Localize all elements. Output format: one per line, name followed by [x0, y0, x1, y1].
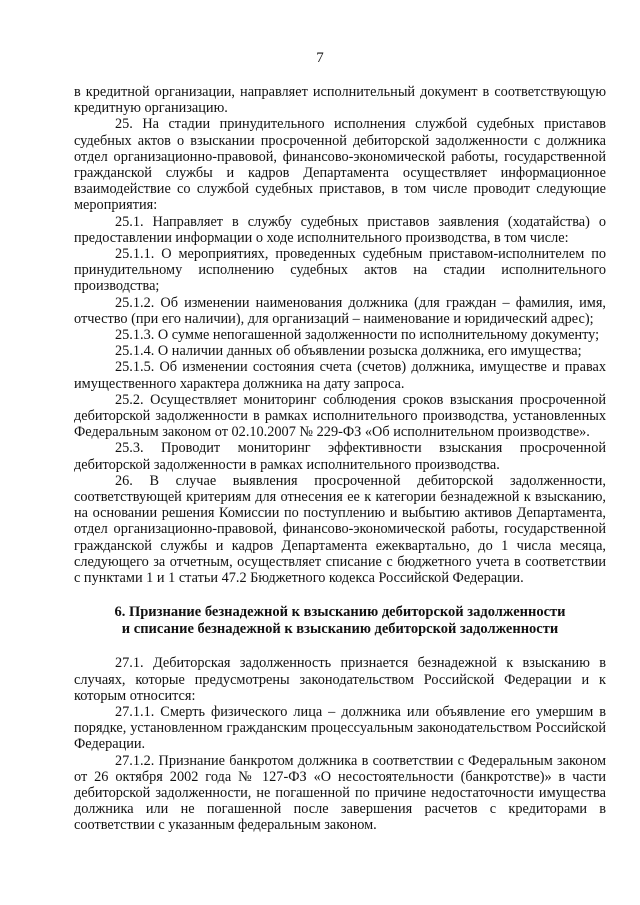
paragraph-25-2: 25.2. Осуществляет мониторинг соблюдения сроков взыскания просроченной дебиторской задолженности в рамках исполнительного производства, установленных Федеральным законом от 02.10.2007 № 229-ФЗ «Об исполнительном производстве».	[74, 391, 606, 441]
paragraph-25-1: 25.1. Направляет в службу судебных приставов заявления (ходатайства) о предоставлении информации о ходе исполнительного производства, в том числе:	[74, 213, 606, 246]
document-body	[74, 84, 606, 834]
paragraph-27-1-2: 27.1.2. Признание банкротом должника в соответствии с Федеральным законом от 26 октября 2002 года № 127-ФЗ «О несостоятельности (банкротстве)» в части дебиторской задолженности, не погашенной по причине недостаточности имущества должника или не погашенной после завершения расчетов с кредиторами в соответствии с указанным федеральным законом.	[74, 752, 606, 834]
paragraph-25-3: 25.3. Проводит мониторинг эффективности взыскания просроченной дебиторской задолженности в рамках исполнительного производства.	[74, 440, 606, 473]
paragraph-25-1-2: 25.1.2. Об изменении наименования должника (для граждан – фамилия, имя, отчество (при его наличии), для организаций – наименование и юридический адрес);	[74, 294, 606, 327]
paragraph-25: 25. На стадии принудительного исполнения службой судебных приставов судебных актов о взыскании просроченной дебиторской задолженности с должника отдел организационно-правовой, финансово-экономической работы, государственной гражданской службы и кадров Департамента осуществляет информационное взаимодействие со службой судебных приставов, в том числе проводит следующие мероприятия:	[74, 116, 606, 214]
paragraph-25-1-5: 25.1.5. Об изменении состояния счета (счетов) должника, имуществе и правах имущественного характера должника на дату запроса.	[74, 359, 606, 392]
paragraph-continuation: в кредитной организации, направляет исполнительный документ в соответствующую кредитную организацию.	[74, 84, 606, 117]
section-heading-line-2: и списание безнадежной к взысканию дебиторской задолженности	[121, 620, 559, 637]
section-heading-line-1: 6. Признание безнадежной к взысканию дебиторской задолженности	[114, 604, 566, 621]
paragraph-25-1-3: 25.1.3. О сумме непогашенной задолженности по исполнительному документу;	[115, 327, 600, 344]
paragraph-27-1-1: 27.1.1. Смерть физического лица – должника или объявление его умершим в порядке, установленном гражданским процессуальным законодательством Российской Федерации.	[74, 703, 606, 753]
paragraph-27-1: 27.1. Дебиторская задолженность признается безнадежной к взысканию в случаях, которые предусмотрены законодательством Российской Федерации и к которым относится:	[74, 655, 606, 704]
paragraph-25-1-1: 25.1.1. О мероприятиях, проведенных судебным приставом-исполнителем по принудительному исполнению судебных актов на стадии исполнительного производства;	[74, 246, 606, 295]
section-heading	[74, 604, 606, 637]
paragraph-26: 26. В случае выявления просроченной дебиторской задолженности, соответствующей критериям для отнесения ее к категории безнадежной к взысканию, на основании решения Комиссии по поступлению и выбытию активов Департамента, отдел организационно-правовой, финансово-экономической работы, государственной гражданской службы и кадров Департамента ежеквартально, до 1 числа месяца, следующего за отчетным, осуществляет списание с бюджетного учета в соответствии с пунктами 1 и 1 статьи 47.2 Бюджетного кодекса Российской Федерации.	[74, 472, 606, 587]
paragraph-25-1-4: 25.1.4. О наличии данных об объявлении розыска должника, его имущества;	[115, 343, 582, 360]
page-number: 7	[316, 50, 324, 66]
